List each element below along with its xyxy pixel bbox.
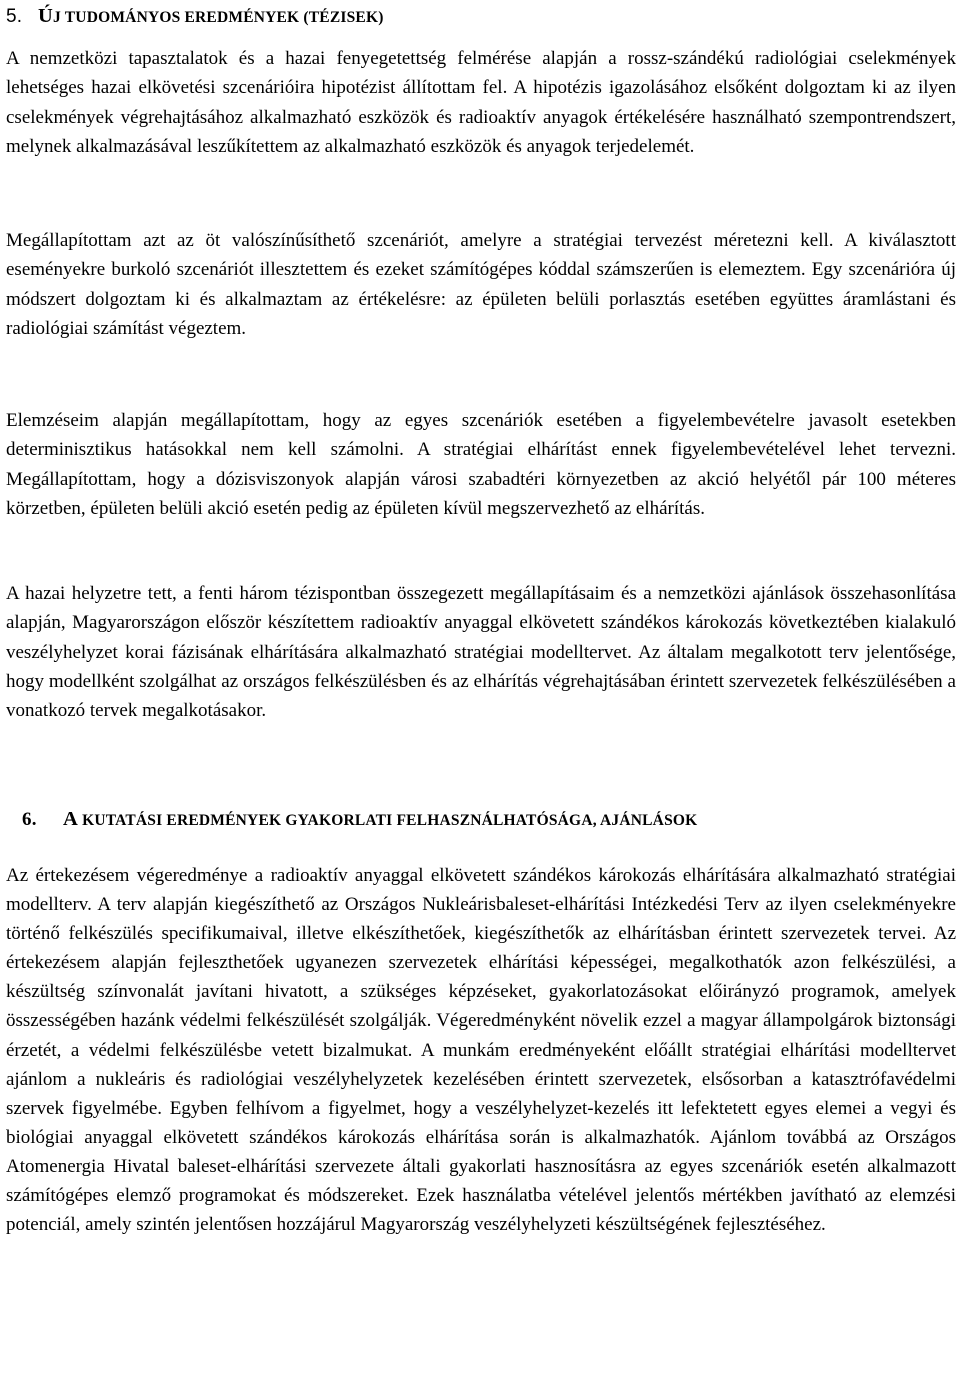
section-5-paragraph-4: A hazai helyzetre tett, a fenti három tézispontban összegezett megállapításaim és a nemzetközi ajánlások összehasonlítása alapján, Magyarországon először készítettem radioaktív anyaggal elkövetett szándékos károkozás következtében kialakuló veszélyhelyzet korai fázisának elhárítására alkalmazható stratégiai modelltervet. Az általam megalkotott terv jelentősége, hogy modellként szolgálhat az országos felkészülésben és az elhárítás végrehajtásában érintett szervezetek felkészülésében a vonatkozó tervek megalkotásakor.	[6, 583, 956, 722]
section-6-title: KUTATÁSI EREDMÉNYEK GYAKORLATI FELHASZNÁLHATÓSÁGA, AJÁNLÁSOK	[78, 812, 698, 829]
section-6-title-initial: A	[63, 808, 79, 830]
section-6-number: 6.	[22, 809, 37, 830]
section-5-heading	[6, 4, 384, 30]
section-5-paragraph-2: Megállapítottam azt az öt valószínűsíthető szcenáriót, amelyre a stratégiai tervezést méretezni kell. A kiválasztott eseményekre burkoló szcenáriót illesztettem és ezeket számítógépes kóddal számszerűen is elemeztem. Egy szcenárióra új módszert dolgoztam ki és alkalmaztam az értékelésre: az épületen belüli porlasztás esetében együttes áramlástani és radiológiai számítást végeztem.	[6, 230, 956, 339]
section-5-title-initial: Ú	[38, 5, 54, 27]
section-5-paragraph-1: A nemzetközi tapasztalatok és a hazai fenyegetettség felmérése alapján a rossz-szándékú radiológiai cselekmények lehetséges hazai elkövetési szcenárióira hipotézist állítottam fel. A hipotézis igazolásához elsőként dolgoztam ki az ilyen cselekmények végrehajtásához alkalmazható eszközök és radioaktív anyagok értékelésére használható szempontrendszert, melynek alkalmazásával leszűkítettem az alkalmazható eszközök és anyagok terjedelemét.	[6, 48, 956, 157]
section-5-number: 5.	[6, 6, 23, 27]
section-5-title: J TUDOMÁNYOS EREDMÉNYEK (TÉZISEK)	[53, 9, 384, 26]
section-6-heading	[22, 807, 697, 833]
section-6-paragraph-1: Az értekezésem végeredménye a radioaktív anyaggal elkövetett szándékos károkozás elhárítására alkalmazható stratégiai modellterv. A terv alapján kiegészíthető az Országos Nukleárisbaleset-elhárítási Intézkedési Terv az ilyen cselekményekre történő felkészülés specifikumaival, illetve elkészíthetőek, kiegészíthetők az elhárításban érintett szervezetek tervei. Az értekezésem alapján fejleszthetőek ugyanezen szervezetek elhárítási képességei, megalkothatók azon felkészülési, a készültség színvonalát javítani hivatott, a szükséges képzéseket, gyakorlatozásokat előirányzó programok, amelyek összességében hazánk védelmi felkészülését szolgálják. Végeredményként növelik ezzel a magyar állampolgárok biztonsági érzetét, a védelmi felkészülésbe vetett bizalmukat. A munkám eredményeként előállt stratégiai elhárítási modelltervet ajánlom a nukleáris és radiológiai veszélyhelyzetek kezelésében érintett szervezetek, elsősorban a katasztrófavédelmi szervek figyelmébe. Egyben felhívom a figyelmet, hogy a veszélyhelyzet-kezelés itt lefektetett egyes elemei a vegyi és biológiai anyaggal elkövetett szándékos károkozás elhárítása során is alkalmazhatók. Ajánlom továbbá az Országos Atomenergia Hivatal baleset-elhárítási szervezete általi gyakorlati hasznosításra az egyes szcenáriók esetén alkalmazott számítógépes elemző programokat és módszereket. Ezek használatba vételével jelentős mértékben javítható az elemzési potenciál, amely szintén jelentősen hozzájárul Magyarország veszélyhelyzeti készültségének fejlesztéséhez.	[6, 865, 956, 1236]
section-5-paragraph-3: Elemzéseim alapján megállapítottam, hogy az egyes szcenáriók esetében a figyelembevételre javasolt esetekben determinisztikus hatásokkal nem kell számolni. A stratégiai elhárítást ennek figyelembevételével lehet tervezni. Megállapítottam, hogy a dózisviszonyok alapján városi szabadtéri környezetben az akció helyétől pár 100 méteres körzetben, épületen belüli akció esetén pedig az épületen kívül megszervezhető az elhárítás.	[6, 410, 956, 519]
